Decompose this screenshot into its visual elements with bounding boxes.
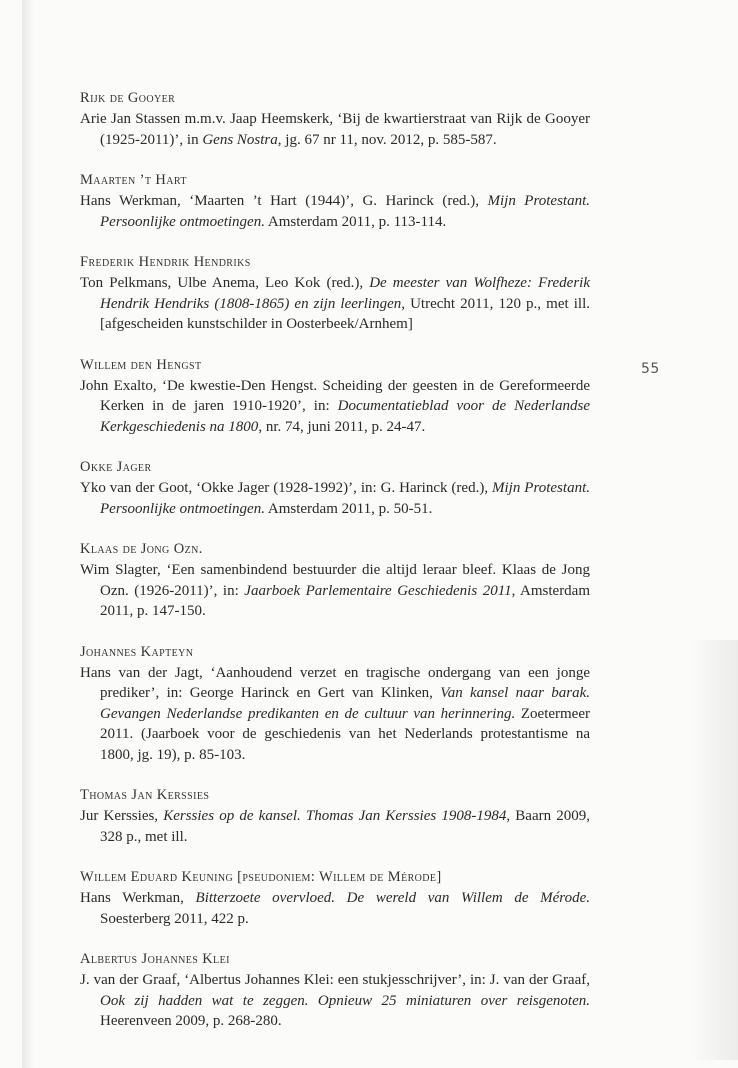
reference-segment: , Amsterdam 2011, p. 147-150. (100, 582, 591, 619)
bibliography-entry (80, 540, 590, 622)
entry-reference (80, 663, 590, 766)
entry-person-name: Willem den Hengst (80, 356, 202, 373)
reference-segment: J. van der Graaf, ‘Albertus Johannes Klei: een stukjesschrijver’, in: J. van der Graaf, (80, 972, 590, 988)
page-number: 55 (641, 361, 660, 377)
reference-title: Mijn Protestant. Persoonlijke ontmoetingen. (100, 480, 590, 517)
reference-title: Documentatieblad voor de Nederlandse Kerkgeschiedenis na 1800 (100, 398, 591, 435)
bibliography-list (80, 89, 590, 1053)
reference-title: Gens Nostra (202, 131, 278, 148)
entry-reference (80, 970, 590, 1032)
reference-segment: Arie Jan Stassen m.m.v. Jaap Heemskerk, ‘Bij de kwartierstraat van Rijk de Gooyer (1925-2011)’, in (80, 111, 590, 148)
entry-reference (80, 109, 590, 150)
bibliography-entry (80, 868, 590, 929)
entry-reference (80, 376, 590, 438)
reference-segment: , Utrecht 2011, 120 p., met ill. [afgescheiden kunstschilder in Oosterbeek/Arnhem] (100, 295, 590, 332)
reference-segment: Yko van der Goot, ‘Okke Jager (1928-1992)’, in: G. Harinck (red.), (80, 480, 493, 496)
reference-title: Mijn Protestant. Persoonlijke ontmoetingen. (100, 193, 590, 230)
entry-person-name: Johannes Kapteyn (80, 643, 194, 660)
entry-person-name: Thomas Jan Kerssies (80, 787, 210, 803)
entry-reference (80, 478, 590, 519)
reference-segment: , jg. 67 nr 11, nov. 2012, p. 585-587. (277, 131, 497, 148)
reference-segment: , Baarn 2009, 328 p., met ill. (100, 808, 590, 845)
reference-segment: Soesterberg 2011, 422 p. (100, 910, 249, 927)
reference-segment: Jur Kerssies, (80, 808, 164, 824)
reference-segment: Wim Slagter, ‘Een samenbindend bestuurder die altijd leraar bleef. Klaas de Jong Ozn. (1926-2011)’, in: (80, 562, 590, 599)
bibliography-entry (80, 458, 590, 519)
bibliography-entry (80, 253, 590, 335)
reference-segment: Heerenveen 2009, p. 268-280. (100, 1013, 282, 1029)
entry-person-name: Klaas de Jong Ozn. (80, 541, 203, 557)
bibliography-entry (80, 950, 590, 1032)
reference-segment: Hans van der Jagt, ‘Aanhoudend verzet en tragische ondergang van een jonge prediker’, in: George Harinck en Gert van Klinken, (80, 664, 590, 701)
entry-reference (80, 806, 590, 847)
bibliography-entry (80, 643, 590, 766)
bibliography-entry (80, 786, 590, 847)
bibliography-entry (80, 89, 590, 150)
entry-person-name: Frederik Hendrik Hendriks (80, 254, 251, 270)
reference-segment: Hans Werkman, (80, 890, 196, 906)
reference-title: Ook zij hadden wat te zeggen. Opnieuw 25 miniaturen over reisgenoten. (100, 992, 590, 1009)
book-gutter-shadow (22, 0, 34, 1068)
reference-segment: Amsterdam 2011, p. 113-114. (264, 213, 447, 230)
entry-person-name: Maarten ’t Hart (80, 172, 187, 188)
entry-reference (80, 273, 590, 335)
bibliography-entry (80, 171, 590, 232)
reference-segment: , nr. 74, juni 2011, p. 24-47. (258, 418, 426, 435)
reference-title: Kerssies op de kansel. Thomas Jan Kerssies 1908-1984 (163, 808, 507, 824)
entry-person-name: Willem Eduard Keuning [pseudoniem: Willem de Mérode] (80, 869, 442, 885)
reference-segment: Zoetermeer 2011. (Jaarboek voor de geschiedenis van het Nederlands protestantisme na 1800, jg. 19), p. 85-103. (100, 705, 590, 763)
entry-person-name: Okke Jager (80, 459, 152, 475)
reference-title: Van kansel naar barak. Gevangen Nederlandse predikanten en de cultuur van herinnering. (100, 685, 590, 722)
reference-segment: Hans Werkman, ‘Maarten ’t Hart (1944)’, G. Harinck (red.), (80, 193, 488, 209)
entry-reference (80, 560, 590, 622)
page-edge-shade (690, 640, 738, 1060)
bibliography-entry (80, 356, 590, 438)
reference-title: Jaarboek Parlementaire Geschiedenis 2011 (244, 582, 512, 599)
entry-person-name: Rijk de Gooyer (80, 90, 176, 106)
entry-reference (80, 888, 590, 929)
entry-reference (80, 191, 590, 232)
reference-title: De meester van Wolfheze: Frederik Hendrik Hendriks (1808-1865) en zijn leerlingen (100, 275, 590, 312)
reference-segment: John Exalto, ‘De kwestie-Den Hengst. Scheiding der geesten in de Gereformeerde Kerken in de jaren 1910-1920’, in: (80, 377, 590, 414)
entry-person-name: Albertus Johannes Klei (80, 951, 230, 967)
reference-segment: Ton Pelkmans, Ulbe Anema, Leo Kok (red.), (80, 275, 370, 291)
reference-segment: Amsterdam 2011, p. 50-51. (264, 500, 433, 517)
reference-title: Bitterzoete overvloed. De wereld van Willem de Mérode. (195, 890, 590, 906)
